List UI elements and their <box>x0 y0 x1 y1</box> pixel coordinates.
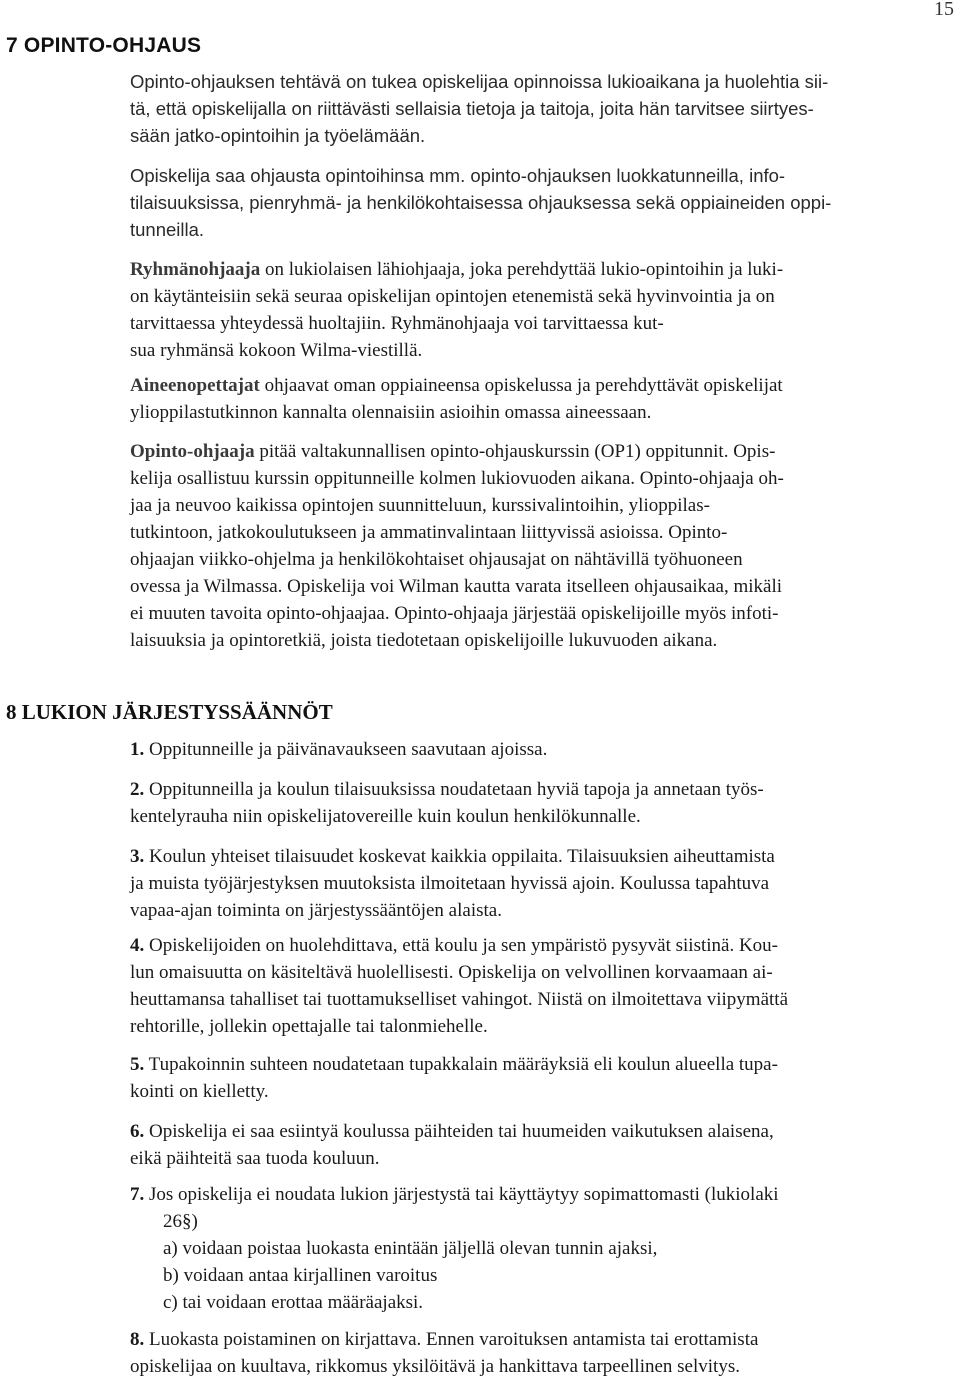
rule-4 <box>130 932 930 1040</box>
rule-number: 1. <box>130 739 145 760</box>
line: ja muista työjärjestyksen muutoksista ilmoitetaan hyvissä ajoin. Koulussa tapahtuva <box>130 873 770 894</box>
paragraph-group-counselor <box>130 256 930 364</box>
rule-8 <box>130 1326 930 1380</box>
rule-7-option-b: b) voidaan antaa kirjallinen varoitus <box>163 1265 438 1286</box>
line: eikä päihteitä saa tuoda kouluun. <box>130 1148 380 1169</box>
line: on lukiolaisen lähiohjaaja, joka perehdyttää lukio-opintoihin ja luki- <box>260 259 784 280</box>
line: Jos opiskelija ei noudata lukion järjestystä tai käyttäytyy sopimattomasti (lukiolaki <box>144 1184 779 1205</box>
line: sua ryhmänsä kokoon Wilma-viestillä. <box>130 340 423 361</box>
line: sään jatko-opintoihin ja työelämään. <box>130 125 426 146</box>
line: Oppitunneilla ja koulun tilaisuuksissa noudatetaan hyviä tapoja ja annetaan työs- <box>144 779 764 800</box>
line: tunneilla. <box>130 219 205 240</box>
line: heuttamansa tahalliset tai tuottamukselliset vahingot. Niistä on ilmoitettava viipymättä <box>130 989 788 1010</box>
line: Luokasta poistaminen on kirjattava. Ennen varoituksen antamista tai erottamista <box>144 1329 759 1350</box>
rule-7-option-c: c) tai voidaan erottaa määräajaksi. <box>163 1292 424 1313</box>
rule-number: 6. <box>130 1121 145 1142</box>
line: pitää valtakunnallisen opinto-ohjauskurssin (OP1) oppitunnit. Opis- <box>254 441 776 462</box>
line: on käytänteisiin sekä seuraa opiskelijan opintojen etenemistä sekä hyvinvointia ja on <box>130 286 775 307</box>
line: Opinto-ohjauksen tehtävä on tukea opiskelijaa opinnoissa lukioaikana ja huolehtia sii- <box>130 71 829 92</box>
line: Opiskelija ei saa esiintyä koulussa päihteiden tai huumeiden vaikutuksen alaisena, <box>144 1121 774 1142</box>
rule-number: 4. <box>130 935 145 956</box>
paragraph-subject-teachers <box>130 372 930 426</box>
line: ylioppilastutkinnon kannalta olennaisiin asioihin omassa aineessaan. <box>130 402 652 423</box>
rule-7 <box>130 1181 930 1208</box>
line: Opiskelija saa ohjausta opintoihinsa mm. opinto-ohjauksen luokkatunneilla, info- <box>130 165 786 186</box>
term-subject-teachers: Aineenopettajat <box>130 375 260 396</box>
line: Oppitunneille ja päivänavaukseen saavutaan ajoissa. <box>144 739 548 760</box>
term-study-counselor: Opinto-ohjaaja <box>130 441 255 462</box>
line: kelija osallistuu kurssin oppitunneille kolmen lukiovuoden aikana. Opinto-ohjaaja oh- <box>130 468 784 489</box>
line: ohjaavat oman oppiaineensa opiskelussa ja perehdyttävät opiskelijat <box>259 375 783 396</box>
rule-5 <box>130 1051 930 1105</box>
line: Opiskelijoiden on huolehdittava, että koulu ja sen ympäristö pysyvät siistinä. Kou- <box>144 935 779 956</box>
line: jaa ja neuvoo kaikissa opintojen suunnitteluun, kurssivalintoihin, ylioppilas- <box>130 495 710 516</box>
line: laisuuksia ja opintoretkiä, joista tiedotetaan opiskelijoille lukuvuoden aikana. <box>130 630 718 651</box>
rule-7-option-a: a) voidaan poistaa luokasta enintään jäljellä olevan tunnin ajaksi, <box>163 1238 658 1259</box>
rule-6 <box>130 1118 930 1172</box>
paragraph-study-counselor <box>130 438 930 654</box>
line: Tupakoinnin suhteen noudatetaan tupakkalain määräyksiä eli koulun alueella tupa- <box>144 1054 778 1075</box>
line: kointi on kielletty. <box>130 1081 269 1102</box>
rule-7-law-ref: 26§) <box>163 1211 198 1232</box>
line: ei muuten tavoita opinto-ohjaajaa. Opinto-ohjaaja järjestää opiskelijoille myös infoti- <box>130 603 779 624</box>
rule-number: 7. <box>130 1184 145 1205</box>
page-number: 15 <box>934 0 954 20</box>
line: opiskelijaa on kuultava, rikkomus yksilöitävä ja hankittava tarpeellinen selvitys. <box>130 1356 740 1377</box>
line: tä, että opiskelijalla on riittävästi sellaisia tietoja ja taitoja, joita hän tarvitsee siirtyes- <box>130 98 814 119</box>
line: vapaa-ajan toiminta on järjestyssääntöjen alaista. <box>130 900 502 921</box>
rule-number: 2. <box>130 779 145 800</box>
rule-number: 5. <box>130 1054 145 1075</box>
paragraph-guidance <box>130 162 930 243</box>
line: rehtorille, jollekin opettajalle tai talonmiehelle. <box>130 1016 488 1037</box>
rule-3 <box>130 843 930 924</box>
rule-1 <box>130 736 930 763</box>
line: kentelyrauha niin opiskelijatovereille kuin koulun henkilökunnalle. <box>130 806 641 827</box>
line: tutkintoon, jatkokoulutukseen ja ammatinvalintaan liittyvissä asioissa. Opinto- <box>130 522 728 543</box>
section-7-heading: 7 OPINTO-OHJAUS <box>6 34 202 57</box>
rule-2 <box>130 776 930 830</box>
line: tilaisuuksissa, pienryhmä- ja henkilökohtaisessa ohjauksessa sekä oppiaineiden oppi- <box>130 192 832 213</box>
section-8-heading: 8 LUKION JÄRJESTYSSÄÄNNÖT <box>6 700 333 724</box>
line: lun omaisuutta on käsiteltävä huolellisesti. Opiskelija on velvollinen korvaamaan ai- <box>130 962 773 983</box>
line: tarvittaessa yhteydessä huoltajiin. Ryhmänohjaaja voi tarvittaessa kut- <box>130 313 664 334</box>
rule-number: 8. <box>130 1329 145 1350</box>
term-group-counselor: Ryhmänohjaaja <box>130 259 261 280</box>
line: Koulun yhteiset tilaisuudet koskevat kaikkia oppilaita. Tilaisuuksien aiheuttamista <box>144 846 775 867</box>
line: ovessa ja Wilmassa. Opiskelija voi Wilman kautta varata itselleen ohjausaikaa, mikäli <box>130 576 783 597</box>
rule-number: 3. <box>130 846 145 867</box>
paragraph-intro <box>130 68 930 149</box>
line: ohjaajan viikko-ohjelma ja henkilökohtaiset ohjausajat on nähtävillä työhuoneen <box>130 549 743 570</box>
